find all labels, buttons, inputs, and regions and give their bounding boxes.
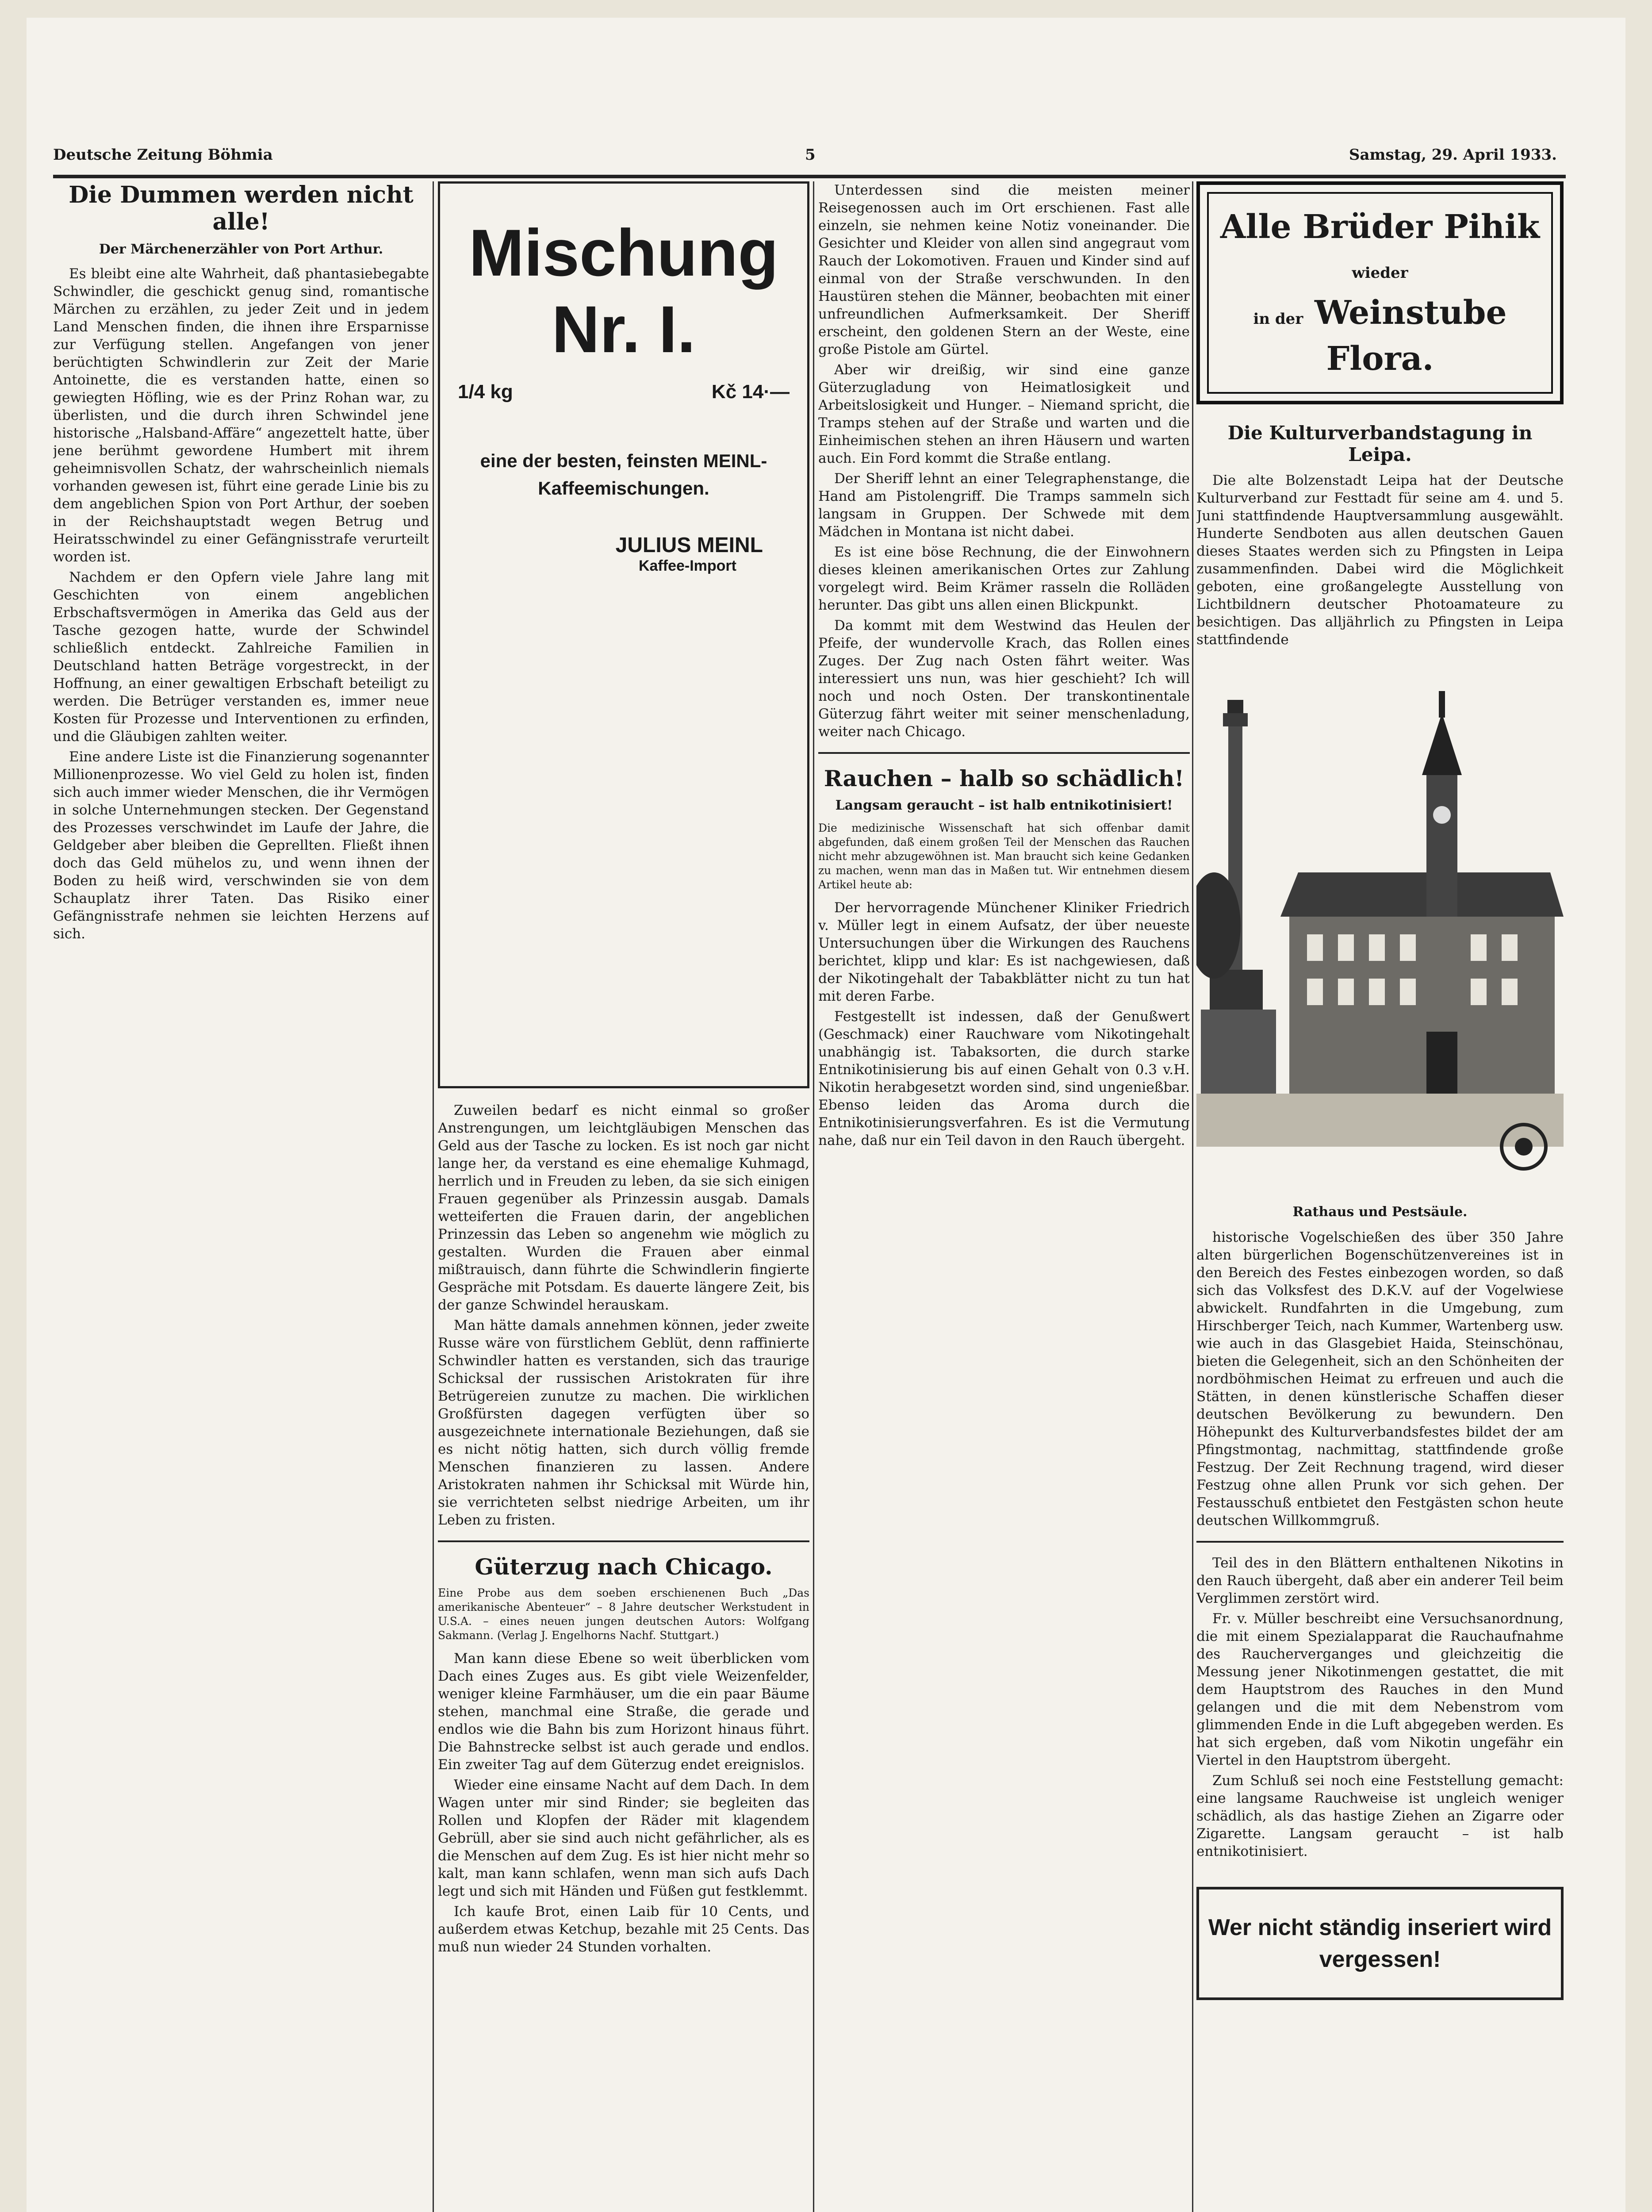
paragraph: Es ist eine böse Rechnung, die der Einwohnern dieses kleinen amerikanischen Ortes zur Zahlung vorgelegt wird. Beim Krämer rasseln die Rolläden herunter. Das gibt uns allen einen Blickpunkt. bbox=[818, 544, 1190, 613]
page-header bbox=[53, 146, 1557, 173]
column-divider bbox=[1192, 181, 1193, 2212]
paragraph: Der hervorragende Münchener Kliniker Friedrich v. Müller legt in einem Aufsatz, der über neueste Untersuchungen über die Wirkungen des Rauchens berichtet, klipp und klar: Es ist nachgewiesen, daß der Nikotingehalt der Tabakblätter nicht zu tun hat mit deren Farbe. bbox=[818, 900, 1190, 1004]
ad-line-1-text: Alle Brüder Pihik bbox=[1220, 208, 1540, 246]
column-divider bbox=[813, 181, 814, 2212]
column-divider bbox=[433, 181, 434, 2212]
section-divider bbox=[438, 1540, 809, 1542]
ad-line-2-text: Weinstube Flora. bbox=[1315, 294, 1507, 378]
article-intro: Die medizinische Wissenschaft hat sich offenbar damit abgefunden, daß einem großen Teil der Menschen das Rauchen nicht mehr abzugewöhnen ist. Man braucht sich keine Gedanken zu machen, wenn man das in Maßen tut. Wir entnehmen diesem Artikel heute ab: bbox=[818, 822, 1190, 891]
paragraph: Eine andere Liste ist die Finanzierung sogenannter Millionenprozesse. Wo viel Geld zu holen ist, finden sich auch immer wieder Menschen, die ihr Vermögen in solche Unternehmungen stecken. Der Gegenstand des Prozesses verschwindet im Laufe der Jahre, die Geldgeber aber bleiben die Geprellten. Fließt ihnen doch das Geld mühelos zu, und wenn ihnen der Boden zu heiß wird, verschwinden sie von dem Schauplatz ihrer Taten. Das Risiko einer Gefängnisstrafe nehmen sie leichten Herzens auf sich. bbox=[53, 749, 429, 942]
article-body bbox=[53, 265, 429, 943]
paragraph: Nachdem er den Opfern viele Jahre lang mit Geschichten von einem angeblichen Erbschaftsvermögen in Amerika das Geld aus der Tasche gezogen hatte, wurde der Schwindel schließlich entdeckt. Zahlreiche Familien in Deutschland hatten Beträge vorgestreckt, in der Hoffnung, an einer gewaltigen Erbschaft beteiligt zu werden. Die Betrüger verstanden es, immer neue Kosten für Prozesse und Interventionen zu erfinden, und die Gläubigen zahlten weiter. bbox=[53, 569, 429, 745]
rathaus-illustration bbox=[1196, 660, 1564, 1191]
ad-brand: JULIUS MEINL bbox=[615, 534, 763, 557]
paragraph: Da kommt mit dem Westwind das Heulen der Pfeife, der wundervolle Krach, das Rollen eines Zuges. Der Zug nach Osten fährt weiter. Was interessiert uns nun, was hier geschieht? Ich will noch und noch Osten. Der transkontinentale Güterzug fährt weiter mit seiner menschenladung, weiter nach Chicago. bbox=[818, 618, 1190, 740]
article-title: Rauchen – halb so schädlich! bbox=[824, 765, 1184, 791]
paragraph: Es bleibt eine alte Wahrheit, daß phantasiebegabte Schwindler, die geschickt genug sind, romantische Märchen zu erzählen, zu jeder Zeit und in jedem Land Menschen finden, die ihnen ihre Ersparnisse zur Verfügung stellen. Angefangen von jener berüchtigten Schwindlerin zur Zeit der Marie Antoinette, die es verstanden hatte, einen so gewiegten Höfling, wie es der Prinz Rohan war, zu überlisten, und die durch ihren Schwindel jene historische „Halsband-Affäre“ angezettelt hatte, über jene berühmt gewordene Humbert mit ihrem geheimnisvollen Schatz, der wahrscheinlich niemals vorhanden gewesen ist, führt eine gerade Linie bis zu dem angeblichen Spion von Port Arthur, der soeben in der Reichshauptstadt wegen Betrug und Heiratsschwindel zu einer Gefängnisstrafe verurteilt worden ist. bbox=[53, 266, 429, 565]
ad-brand-subtitle: Kaffee-Import bbox=[638, 557, 736, 574]
meinl-coffee-ad bbox=[438, 181, 809, 1088]
paragraph: Ich kaufe Brot, einen Laib für 10 Cents, und außerdem etwas Ketchup, bezahle mit 25 Cents. Das muß nun wieder 24 Stunden vorhalten. bbox=[438, 1904, 809, 1955]
ad-price-qty: 1/4 kg bbox=[458, 381, 513, 403]
article-body bbox=[818, 899, 1190, 1149]
paragraph: Fr. v. Müller beschreibt eine Versuchsanordnung, die mit einem Spezialapparat die Rauchaufnahme des Raucherverganges und gleichzeitig die Messung jener Nikotinmengen gestattet, die mit dem Hauptstrom des Rauches in den Mund gelangen und die mit dem Nebenstrom vom glimmenden Ende in die Luft abgegeben werden. Es hat sich ergeben, daß vom Nikotin ungefähr ein Viertel in den Hauptstrom übergeht. bbox=[1196, 1611, 1564, 1768]
article-subtitle: Der Märchenerzähler von Port Arthur. bbox=[99, 242, 383, 257]
article-title: Die Dummen werden nicht alle! bbox=[69, 181, 414, 235]
paragraph: Die alte Bolzenstadt Leipa hat der Deutsche Kulturverband zur Festtadt für seine am 4. und 5. Juni stattfindende Hauptversammlung ausgewählt. Hunderte Sendboten aus allen deutschen Gauen dieses Staates werden sich zu Pfingsten in Leipa zusammenfinden. Dabei wird die Möglichkeit geboten, eine großangelegte Ausstellung von Lichtbildnern deutscher Photoamateure zu besichtigen. Das alljährlich zu Pfingsten in Leipa stattfindende bbox=[1196, 472, 1564, 648]
header-newspaper-name: Deutsche Zeitung Böhmia bbox=[53, 146, 273, 164]
article-subtitle: Langsam geraucht – ist halb entnikotinisiert! bbox=[835, 798, 1173, 813]
paragraph: Teil des in den Blättern enthaltenen Nikotins in den Rauch übergeht, daß aber ein anderer Teil beim Verglimmen zerstört wird. bbox=[1196, 1555, 1564, 1606]
column-4 bbox=[1196, 181, 1564, 2212]
paragraph: historische Vogelschießen des über 350 Jahre alten bürgerlichen Bogenschützenvereines ist in den Bereich des Festes einbezogen worden, so daß sich das Volksfest des D.K.V. auf der Vogelwiese abwickelt. Rundfahrten in die Umgebung, zum Hirschberger Teich, nach Kummer, Wartenberg usw. wie auch in das Glasgebiet Haida, Steinschönau, bieten die Gelegenheit, sich an den Schönheiten der nordböhmischen Heimat zu erfreuen und auch die Stätten, in denen künstlerische Schaffen dieser deutschen Bevölkerung zu bewundern. Den Höhepunkt des Kulturverbandsfestes bildet der am Pfingstmontag, nachmittag, stattfindende große Festzug. Der Zeit Rechnung tragend, wird dieser Festzug ohne allen Prunk vor sich gehen. Der Festausschuß entbietet den Festgästen schon heute deutschen Willkommgruß. bbox=[1196, 1229, 1564, 1528]
paragraph: Man kann diese Ebene so weit überblicken vom Dach eines Zuges aus. Es gibt viele Weizenfelder, weniger kleine Farmhäuser, um die ein paar Bäume stehen, manchmal eine Straße, die gerade und endlos wie die Bahn bis zum Horizont hinaus führt. Die Bahnstrecke selbst ist auch gerade und endlos. Ein zweiter Tag auf dem Güterzug endet ereignislos. bbox=[438, 1651, 809, 1773]
column-2 bbox=[438, 181, 809, 2212]
advertising-slogan-box: Wer nicht ständig inseriert wird vergessen! bbox=[1196, 1887, 1564, 2000]
paragraph: Zum Schluß sei noch eine Feststellung gemacht: eine langsame Rauchweise ist ungleich weniger schädlich, als das hastige Ziehen an Zigarre oder Zigarette. Langsam geraucht – ist halb entnikotinisiert. bbox=[1196, 1773, 1564, 1859]
article-body bbox=[1196, 1554, 1564, 1860]
ad-line-2-small: in der bbox=[1253, 310, 1303, 328]
ad-line-2 bbox=[1218, 293, 1542, 379]
ad-price bbox=[458, 381, 790, 403]
article-body bbox=[1196, 472, 1564, 649]
ad-line-1-small: wieder bbox=[1352, 264, 1408, 282]
article-body bbox=[438, 1102, 809, 1529]
paragraph: Unterdessen sind die meisten meiner Reisegenossen auch im Ort erschienen. Fast alle einzeln, sie nehmen keine Notiz voneinander. Die Gesichter und Kleider von allen sind angegraut vom Rauch der Lokomotiven. Frauen und Kinder sind auf einmal von der Straße verschwunden. In den Haustüren stehen die Männer, beobachten mit einer unfreundlichen Aufmerksamkeit. Der Sheriff erscheint, den goldenen Stern an der Weste, eine große Pistole am Gürtel. bbox=[818, 182, 1190, 357]
paragraph: Der Sheriff lehnt an einer Telegraphenstange, die Hand am Pistolengriff. Die Tramps sammeln sich langsam in Gruppen. Der Schwede mit dem Mädchen in Montana ist nicht dabei. bbox=[818, 471, 1190, 540]
ad-line-1 bbox=[1218, 207, 1542, 293]
paragraph: Zuweilen bedarf es nicht einmal so großer Anstrengungen, um leichtgläubigen Menschen das Geld aus der Tasche zu locken. Es ist noch gar nicht lange her, da verstand es eine ehemalige Kuhmagd, herrlich und in Freuden zu leben, da sie sich einigen Frauen gegenüber als Prinzessin ausgab. Damals wetteiferten die Frauen darin, der angeblichen Prinzessin das Leben so angenehm wie möglich zu gestalten. Wurden die Frauen aber einmal mißtrauisch, dann führte die Schwindlerin fingierte Gespräche mit Potsdam. Es dauerte längere Zeit, bis der ganze Schwindel herauskam. bbox=[438, 1102, 809, 1313]
story-body bbox=[438, 1650, 809, 1956]
ad-title: Mischung Nr. I. bbox=[469, 215, 778, 366]
story-intro: Eine Probe aus dem soeben erschienenen Buch „Das amerikanische Abenteuer“ – 8 Jahre deutscher Werkstudent in U.S.A. – eines neuen jungen deutschen Autors: Wolfgang Sakmann. (Verlag J. Engelhorns Nachf. Stuttgart.) bbox=[438, 1586, 809, 1642]
header-date: Samstag, 29. April 1933. bbox=[1349, 146, 1557, 164]
story-title: Güterzug nach Chicago. bbox=[475, 1554, 773, 1580]
section-divider bbox=[818, 752, 1190, 754]
paragraph: Festgestellt ist indessen, daß der Genußwert (Geschmack) einer Rauchware vom Nikotingehalt unabhängig ist. Tabaksorten, die durch starke Entnikotinisierung bis auf einen Gehalt von 0.3 v.H. Nikotin herabgesetzt worden sind, sind ungenießbar. Ebenso leiden das Aroma durch die Entnikotinisierungsverfahren. Es ist die Vermutung nahe, daß nur ein Teil davon in den Rauch übergeht. bbox=[818, 1009, 1190, 1148]
ad-description: eine der besten, feinsten MEINL-Kaffeemischungen. bbox=[480, 450, 767, 499]
section-divider bbox=[1196, 1541, 1564, 1543]
header-page-number: 5 bbox=[805, 146, 816, 164]
story-continuation bbox=[818, 181, 1190, 741]
paragraph: Wieder eine einsame Nacht auf dem Dach. In dem Wagen unter mir sind Rinder; sie begleiten das Rollen und Klopfen der Räder mit klagendem Gebrüll, aber sie sind auch nicht gefährlicher, als es die Menschen auf dem Zug. Es ist hier nicht mehr so kalt, man kann schlafen, wenn man sich aufs Dach legt und sich mit Händen und Füßen gut festklemmt. bbox=[438, 1777, 809, 1899]
column-1 bbox=[53, 181, 429, 2212]
paragraph: Man hätte damals annehmen können, jeder zweite Russe wäre von fürstlichem Geblüt, denn raffinierte Schwindler hatten es verstanden, sich das traurige Schicksal der russischen Aristokraten für ihre Betrügereien zunutze zu machen. Die wirklichen Großfürsten dagegen verfügten über so ausgezeichnete internationale Beziehungen, daß sie es nicht nötig hatten, sich durch völlig fremde Menschen finanzieren zu lassen. Andere Aristokraten nahmen ihr Schicksal mit Würde hin, sie verrichteten selbst niedrige Arbeiten, um ihr Leben zu fristen. bbox=[438, 1317, 809, 1528]
ad-inner-frame bbox=[1207, 192, 1553, 394]
header-rule bbox=[53, 175, 1566, 178]
ad-price-value: Kč 14·— bbox=[711, 381, 790, 403]
article-title: Die Kulturverbandstagung in Leipa. bbox=[1227, 422, 1533, 465]
weinstube-flora-ad bbox=[1196, 181, 1564, 404]
paragraph: Aber wir dreißig, wir sind eine ganze Güterzugladung von Heimatlosigkeit und Arbeitslosigkeit und Hunger. – Niemand spricht, die Tramps stehen auf der Straße und warten und die Einheimischen stehen an ihren Häusern und warten auch. Ein Ford kommt die Straße entlang. bbox=[818, 362, 1190, 466]
article-body bbox=[1196, 1229, 1564, 1529]
illustration-caption: Rathaus und Pestsäule. bbox=[1292, 1204, 1468, 1220]
column-3 bbox=[818, 181, 1190, 2212]
